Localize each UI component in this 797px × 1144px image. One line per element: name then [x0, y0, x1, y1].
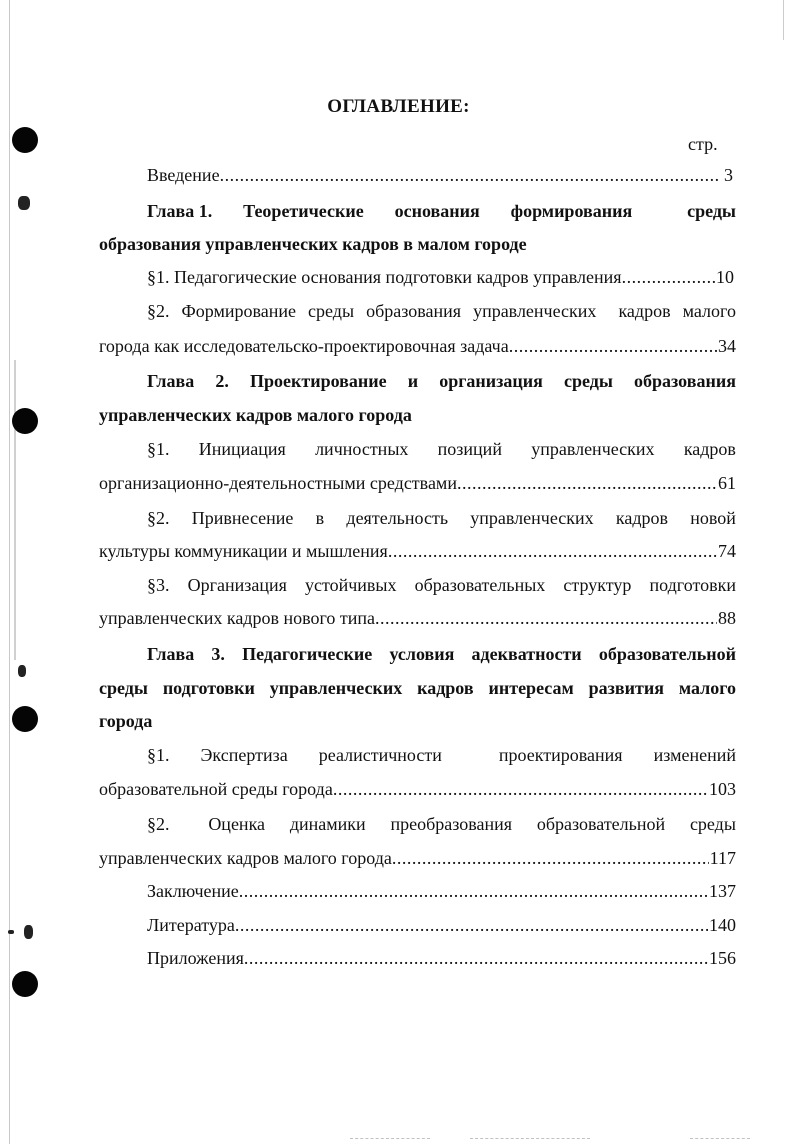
heading-word: Проектирование [250, 371, 387, 391]
toc-entry-label: Введение [147, 165, 220, 185]
heading-word: организация [439, 371, 543, 391]
heading-word: Глава [147, 644, 195, 664]
heading-word: образовательной [598, 644, 736, 664]
toc-entry-3-2[interactable] [147, 812, 736, 836]
leader-dots [239, 879, 708, 903]
entry-word: §1. [147, 439, 170, 459]
entry-word: малого [682, 301, 736, 321]
heading-word: интересам [488, 678, 574, 698]
entry-word: структур [563, 575, 632, 595]
punch-hole-mark [12, 706, 38, 732]
page-column-label: стр. [688, 134, 718, 154]
entry-word: проектирования [498, 745, 623, 765]
toc-page-number: 74 [718, 541, 736, 561]
chapter-1-heading-cont: образования управленческих кадров в малом городе [99, 234, 527, 254]
entry-word: управленческих [473, 301, 597, 321]
toc-page-number: 103 [709, 779, 736, 799]
punch-hole-mark [12, 408, 38, 434]
entry-word: кадров [683, 439, 736, 459]
heading-word: формирования [510, 201, 633, 221]
scan-edge-line [14, 360, 16, 660]
entry-word: позиций [437, 439, 502, 459]
entry-word: §3. [147, 575, 170, 595]
toc-page-number: 10 [716, 267, 734, 287]
entry-word: Экспертиза [200, 745, 288, 765]
heading-word: Педагогические [242, 644, 373, 664]
toc-entry-2-3-cont[interactable] [99, 606, 736, 630]
toc-entry-label: управленческих кадров нового типа [99, 608, 376, 628]
toc-entry-label: §1. Педагогические основания подготовки кадров управления [147, 267, 622, 287]
punch-hole-mark [12, 971, 38, 997]
entry-word: кадров [618, 301, 671, 321]
toc-entry-label: культуры коммуникации и мышления [99, 541, 388, 561]
entry-word: личностных [315, 439, 409, 459]
entry-word: Инициация [198, 439, 286, 459]
entry-word: преобразования [390, 814, 513, 834]
entry-word: образования [366, 301, 462, 321]
heading-word: Теоретические [243, 201, 364, 221]
entry-word: образовательной [536, 814, 666, 834]
leader-dots [509, 334, 717, 358]
entry-word: подготовки [649, 575, 736, 595]
chapter-2-heading-cont: управленческих кадров малого города [99, 405, 412, 425]
heading-word: кадров [417, 678, 474, 698]
leader-dots [244, 946, 708, 970]
toc-entry-literature[interactable] [147, 913, 736, 937]
toc-page-number: 140 [709, 915, 736, 935]
heading-word: управленческих [269, 678, 403, 698]
entry-word: Формирование [181, 301, 297, 321]
toc-entry-label: Приложения [147, 948, 244, 968]
entry-word: управленческих [531, 439, 655, 459]
punch-hole-mark [12, 127, 38, 153]
toc-entry-3-1-cont[interactable] [99, 777, 736, 801]
scan-speck [18, 196, 30, 210]
leader-dots [457, 471, 717, 495]
entry-word: изменений [653, 745, 736, 765]
chapter-1-heading[interactable] [147, 199, 736, 223]
toc-page-number: 61 [718, 473, 736, 493]
leader-dots [388, 539, 717, 563]
heading-word: 3. [211, 644, 225, 664]
heading-word: подготовки [162, 678, 255, 698]
heading-word: и [407, 371, 419, 391]
leader-dots [622, 265, 715, 289]
leader-dots [392, 846, 709, 870]
toc-entry-2-2-cont[interactable] [99, 539, 736, 563]
entry-word: реалистичности [318, 745, 442, 765]
heading-word: адекватности [471, 644, 582, 664]
toc-entry-label: организационно-деятельностными средствами [99, 473, 457, 493]
leader-dots [220, 163, 718, 187]
chapter-2-heading[interactable] [147, 369, 736, 393]
toc-entry-label: Заключение [147, 881, 239, 901]
heading-word: малого [678, 678, 736, 698]
heading-word: образования [634, 371, 736, 391]
toc-entry-2-1[interactable] [147, 437, 736, 461]
heading-word: среды [564, 371, 613, 391]
entry-word: динамики [289, 814, 366, 834]
entry-word: §2. [147, 301, 170, 321]
toc-page-number: 156 [709, 948, 736, 968]
scan-speck [18, 665, 26, 677]
scan-edge-line [783, 0, 784, 40]
toc-entry-1-2-cont[interactable] [99, 334, 736, 358]
entry-word: в [315, 508, 325, 528]
entry-word: среды [308, 301, 355, 321]
leader-dots [375, 606, 717, 630]
entry-word: §1. [147, 745, 170, 765]
scan-speck [8, 930, 14, 934]
heading-word: 2. [215, 371, 229, 391]
entry-word: образовательных [414, 575, 546, 595]
entry-word: Привнесение [191, 508, 294, 528]
toc-entry-3-2-cont[interactable] [99, 846, 736, 870]
scan-speck [24, 925, 33, 939]
toc-entry-intro[interactable] [147, 163, 733, 187]
page-title: ОГЛАВЛЕНИЕ: [327, 96, 470, 117]
scan-edge-line [9, 0, 10, 1144]
entry-word: кадров [615, 508, 669, 528]
toc-entry-3-1[interactable] [147, 743, 736, 767]
toc-entry-2-2[interactable] [147, 506, 736, 530]
toc-entry-1-1[interactable] [147, 265, 734, 289]
toc-page-number: 3 [724, 165, 733, 185]
entry-word: деятельность [346, 508, 449, 528]
entry-word: новой [690, 508, 736, 528]
heading-word: условия [389, 644, 455, 664]
heading-word: развития [588, 678, 664, 698]
scan-speck [470, 1138, 590, 1140]
entry-word: §2. [147, 508, 170, 528]
toc-page-number: 137 [709, 881, 736, 901]
chapter-3-heading-cont [99, 676, 736, 700]
entry-word: §2. [147, 814, 170, 834]
entry-word: Организация [187, 575, 287, 595]
heading-word: Глава [147, 371, 195, 391]
entry-word: устойчивых [304, 575, 397, 595]
toc-page-number: 34 [718, 336, 736, 356]
entry-word: среды [689, 814, 736, 834]
toc-entry-conclusion[interactable] [147, 879, 736, 903]
scan-speck [690, 1138, 750, 1140]
chapter-3-heading[interactable] [147, 642, 736, 666]
toc-entry-label: управленческих кадров малого города [99, 848, 392, 868]
toc-entry-label: города как исследовательско-проектировочная задача [99, 336, 509, 356]
scan-speck [350, 1138, 430, 1140]
heading-word: среды [99, 678, 148, 698]
heading-word: среды [687, 201, 736, 221]
heading-word: Глава 1. [147, 201, 213, 221]
toc-entry-2-1-cont[interactable] [99, 471, 736, 495]
entry-word: Оценка [208, 814, 266, 834]
leader-dots [333, 777, 708, 801]
toc-page-number: 88 [718, 608, 736, 628]
toc-page-number: 117 [709, 848, 736, 868]
toc-entry-label: Литература [147, 915, 235, 935]
entry-word: управленческих [470, 508, 594, 528]
toc-entry-2-3[interactable] [147, 573, 736, 597]
leader-dots [235, 913, 708, 937]
toc-entry-label: образовательной среды города [99, 779, 333, 799]
toc-entry-1-2[interactable] [147, 299, 736, 323]
heading-word: основания [394, 201, 480, 221]
chapter-3-heading-cont2: города [99, 711, 153, 731]
toc-entry-appendix[interactable] [147, 946, 736, 970]
